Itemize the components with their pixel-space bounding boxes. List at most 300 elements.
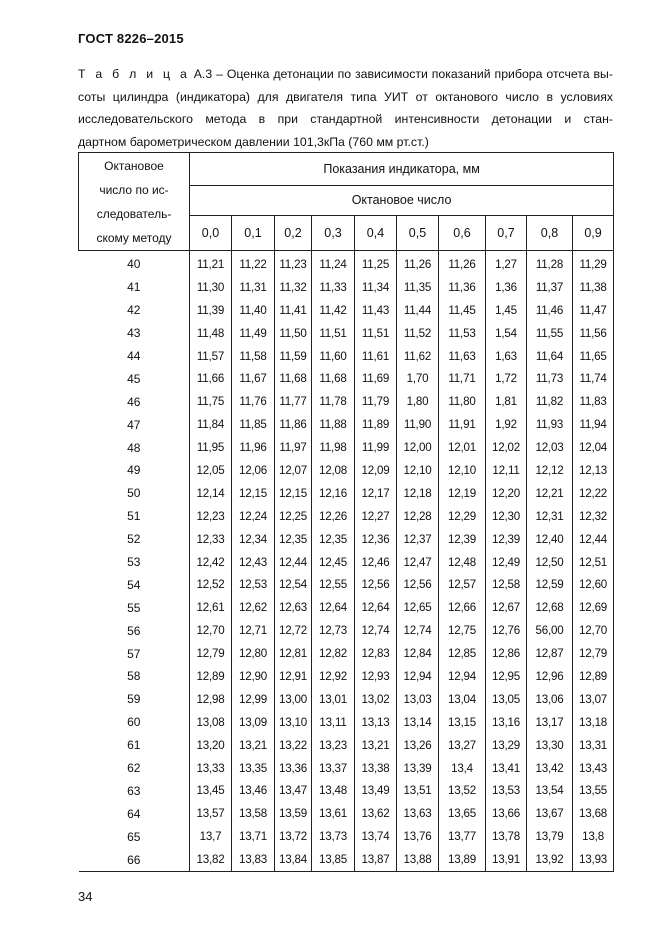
indicator-value-cell: 12,82 [312, 642, 355, 665]
indicator-value-cell: 12,11 [486, 459, 527, 482]
indicator-value-cell: 11,64 [527, 345, 573, 368]
table-row [79, 276, 614, 299]
indicator-value-cell: 11,99 [355, 436, 397, 459]
indicator-value-cell: 12,26 [312, 505, 355, 528]
indicator-value-cell: 12,44 [573, 528, 614, 551]
indicator-value-cell: 12,30 [486, 505, 527, 528]
indicator-value-cell: 11,82 [527, 390, 573, 413]
indicator-value-cell: 12,34 [232, 528, 275, 551]
indicator-value-cell: 12,53 [232, 573, 275, 596]
indicator-value-cell: 11,22 [232, 251, 275, 276]
indicator-value-cell: 12,67 [486, 596, 527, 619]
indicator-value-cell: 12,49 [486, 551, 527, 574]
indicator-value-cell: 13,07 [573, 688, 614, 711]
indicator-value-cell: 13,88 [397, 848, 439, 871]
octane-number-cell: 59 [79, 688, 190, 711]
indicator-value-cell: 56,00 [527, 619, 573, 642]
indicator-value-cell: 11,76 [232, 390, 275, 413]
table-row [79, 825, 614, 848]
indicator-value-cell: 12,33 [190, 528, 232, 551]
indicator-value-cell: 13,37 [312, 757, 355, 780]
indicator-value-cell: 13,18 [573, 711, 614, 734]
indicator-value-cell: 12,10 [439, 459, 486, 482]
indicator-value-cell: 13,66 [486, 802, 527, 825]
octane-number-cell: 58 [79, 665, 190, 688]
indicator-value-cell: 13,41 [486, 757, 527, 780]
indicator-value-cell: 13,7 [190, 825, 232, 848]
table-row [79, 436, 614, 459]
indicator-value-cell: 12,40 [527, 528, 573, 551]
indicator-value-cell: 11,74 [573, 367, 614, 390]
table-label: Т а б л и ц а [78, 67, 190, 81]
table-row [79, 665, 614, 688]
indicator-value-cell: 13,89 [439, 848, 486, 871]
octane-number-cell: 62 [79, 757, 190, 780]
indicator-value-cell: 11,71 [439, 367, 486, 390]
indicator-value-cell: 11,38 [573, 276, 614, 299]
octane-number-cell: 40 [79, 251, 190, 276]
octane-number-cell: 60 [79, 711, 190, 734]
octane-number-cell: 56 [79, 619, 190, 642]
indicator-value-cell: 11,97 [275, 436, 312, 459]
octane-number-subheader: Октановое число [190, 185, 614, 215]
indicator-value-cell: 13,15 [439, 711, 486, 734]
indicator-value-cell: 13,31 [573, 734, 614, 757]
indicator-value-cell: 13,01 [312, 688, 355, 711]
caption-line: соты цилиндра (индикатора) для двигателя типа УИТ от октанового число в условиях [78, 89, 613, 104]
indicator-value-cell: 13,63 [397, 802, 439, 825]
indicator-value-cell: 13,30 [527, 734, 573, 757]
indicator-value-cell: 12,47 [397, 551, 439, 574]
indicator-value-cell: 12,50 [527, 551, 573, 574]
indicator-value-cell: 12,22 [573, 482, 614, 505]
table-row [79, 505, 614, 528]
decimal-column-header: 0,1 [232, 215, 275, 250]
caption-line: исследовательского метода в при стандартной интенсивности детонации и стан- [78, 112, 613, 126]
indicator-readings-header: Показания индикатора, мм [190, 153, 614, 186]
indicator-value-cell: 12,99 [232, 688, 275, 711]
indicator-value-cell: 12,39 [439, 528, 486, 551]
indicator-value-cell: 13,09 [232, 711, 275, 734]
indicator-value-cell: 11,78 [312, 390, 355, 413]
indicator-value-cell: 11,30 [190, 276, 232, 299]
indicator-value-cell: 12,74 [355, 619, 397, 642]
indicator-value-cell: 11,35 [397, 276, 439, 299]
indicator-value-cell: 12,89 [190, 665, 232, 688]
indicator-value-cell: 12,94 [397, 665, 439, 688]
indicator-value-cell: 12,18 [397, 482, 439, 505]
indicator-value-cell: 13,05 [486, 688, 527, 711]
octane-number-cell: 66 [79, 848, 190, 871]
table-row [79, 367, 614, 390]
indicator-value-cell: 13,21 [232, 734, 275, 757]
indicator-value-cell: 13,4 [439, 757, 486, 780]
indicator-value-cell: 13,48 [312, 779, 355, 802]
indicator-value-cell: 12,86 [486, 642, 527, 665]
indicator-value-cell: 13,85 [312, 848, 355, 871]
octane-number-cell: 44 [79, 345, 190, 368]
indicator-value-cell: 11,61 [355, 345, 397, 368]
indicator-value-cell: 12,83 [355, 642, 397, 665]
indicator-value-cell: 11,58 [232, 345, 275, 368]
indicator-value-cell: 12,21 [527, 482, 573, 505]
indicator-value-cell: 11,24 [312, 251, 355, 276]
indicator-value-cell: 12,14 [190, 482, 232, 505]
indicator-value-cell: 12,81 [275, 642, 312, 665]
indicator-value-cell: 11,37 [527, 276, 573, 299]
indicator-value-cell: 12,84 [397, 642, 439, 665]
indicator-value-cell: 11,98 [312, 436, 355, 459]
header-line: следователь- [96, 207, 172, 221]
indicator-value-cell: 13,72 [275, 825, 312, 848]
indicator-value-cell: 11,65 [573, 345, 614, 368]
indicator-value-cell: 12,74 [397, 619, 439, 642]
indicator-value-cell: 12,98 [190, 688, 232, 711]
indicator-value-cell: 13,36 [275, 757, 312, 780]
table-row [79, 322, 614, 345]
indicator-value-cell: 11,53 [439, 322, 486, 345]
indicator-value-cell: 1,36 [486, 276, 527, 299]
indicator-value-cell: 13,26 [397, 734, 439, 757]
header-line: число по ис- [99, 183, 169, 197]
indicator-value-cell: 13,92 [527, 848, 573, 871]
indicator-value-cell: 11,63 [439, 345, 486, 368]
indicator-value-cell: 11,96 [232, 436, 275, 459]
indicator-value-cell: 1,54 [486, 322, 527, 345]
indicator-value-cell: 11,83 [573, 390, 614, 413]
indicator-value-cell: 13,68 [573, 802, 614, 825]
indicator-value-cell: 11,88 [312, 413, 355, 436]
indicator-value-cell: 12,54 [275, 573, 312, 596]
indicator-value-cell: 12,70 [573, 619, 614, 642]
indicator-value-cell: 12,56 [355, 573, 397, 596]
indicator-value-cell: 12,45 [312, 551, 355, 574]
indicator-value-cell: 12,57 [439, 573, 486, 596]
indicator-value-cell: 12,31 [527, 505, 573, 528]
octane-number-cell: 43 [79, 322, 190, 345]
indicator-value-cell: 11,51 [312, 322, 355, 345]
octane-number-cell: 46 [79, 390, 190, 413]
indicator-value-cell: 12,28 [397, 505, 439, 528]
indicator-value-cell: 13,93 [573, 848, 614, 871]
indicator-value-cell: 12,32 [573, 505, 614, 528]
indicator-value-cell: 12,35 [312, 528, 355, 551]
indicator-value-cell: 12,95 [486, 665, 527, 688]
caption-line: дартном барометрическом давлении 101,3кПа (760 мм рт.ст.) [78, 134, 429, 149]
indicator-value-cell: 11,68 [312, 367, 355, 390]
table-row [79, 299, 614, 322]
decimal-column-header: 0,9 [573, 215, 614, 250]
indicator-value-cell: 12,70 [190, 619, 232, 642]
indicator-value-cell: 13,52 [439, 779, 486, 802]
indicator-value-cell: 12,96 [527, 665, 573, 688]
octane-number-cell: 52 [79, 528, 190, 551]
indicator-value-cell: 13,03 [397, 688, 439, 711]
indicator-value-cell: 1,45 [486, 299, 527, 322]
indicator-value-cell: 12,60 [573, 573, 614, 596]
octane-column-header [79, 153, 190, 251]
octane-number-cell: 51 [79, 505, 190, 528]
octane-number-cell: 50 [79, 482, 190, 505]
indicator-value-cell: 11,95 [190, 436, 232, 459]
indicator-value-cell: 11,80 [439, 390, 486, 413]
indicator-value-cell: 1,70 [397, 367, 439, 390]
decimal-column-header: 0,8 [527, 215, 573, 250]
indicator-value-cell: 13,76 [397, 825, 439, 848]
indicator-value-cell: 12,65 [397, 596, 439, 619]
indicator-value-cell: 13,27 [439, 734, 486, 757]
indicator-value-cell: 11,46 [527, 299, 573, 322]
indicator-value-cell: 11,29 [573, 251, 614, 276]
header-line: скому методу [96, 231, 172, 245]
indicator-value-cell: 13,73 [312, 825, 355, 848]
indicator-value-cell: 11,26 [439, 251, 486, 276]
indicator-value-cell: 12,35 [275, 528, 312, 551]
table-row [79, 459, 614, 482]
indicator-value-cell: 11,49 [232, 322, 275, 345]
indicator-value-cell: 13,84 [275, 848, 312, 871]
indicator-value-cell: 13,78 [486, 825, 527, 848]
indicator-value-cell: 13,47 [275, 779, 312, 802]
octane-number-cell: 55 [79, 596, 190, 619]
indicator-value-cell: 12,24 [232, 505, 275, 528]
indicator-value-cell: 11,39 [190, 299, 232, 322]
table-row [79, 413, 614, 436]
indicator-value-cell: 12,75 [439, 619, 486, 642]
table-row [79, 711, 614, 734]
indicator-value-cell: 1,80 [397, 390, 439, 413]
detonation-table [78, 152, 614, 872]
indicator-value-cell: 12,73 [312, 619, 355, 642]
octane-number-cell: 47 [79, 413, 190, 436]
indicator-value-cell: 12,39 [486, 528, 527, 551]
indicator-value-cell: 12,58 [486, 573, 527, 596]
indicator-value-cell: 11,68 [275, 367, 312, 390]
octane-number-cell: 61 [79, 734, 190, 757]
indicator-value-cell: 12,64 [355, 596, 397, 619]
indicator-value-cell: 11,91 [439, 413, 486, 436]
decimal-column-header: 0,2 [275, 215, 312, 250]
indicator-value-cell: 12,87 [527, 642, 573, 665]
table-caption [78, 63, 613, 153]
indicator-value-cell: 13,22 [275, 734, 312, 757]
indicator-value-cell: 12,85 [439, 642, 486, 665]
indicator-value-cell: 11,85 [232, 413, 275, 436]
indicator-value-cell: 12,19 [439, 482, 486, 505]
indicator-value-cell: 13,33 [190, 757, 232, 780]
indicator-value-cell: 13,61 [312, 802, 355, 825]
indicator-value-cell: 11,69 [355, 367, 397, 390]
indicator-value-cell: 12,01 [439, 436, 486, 459]
indicator-value-cell: 12,72 [275, 619, 312, 642]
indicator-value-cell: 11,43 [355, 299, 397, 322]
indicator-value-cell: 11,75 [190, 390, 232, 413]
indicator-value-cell: 12,63 [275, 596, 312, 619]
indicator-value-cell: 13,54 [527, 779, 573, 802]
indicator-value-cell: 13,87 [355, 848, 397, 871]
indicator-value-cell: 11,47 [573, 299, 614, 322]
indicator-value-cell: 12,48 [439, 551, 486, 574]
indicator-value-cell: 11,86 [275, 413, 312, 436]
indicator-value-cell: 12,36 [355, 528, 397, 551]
indicator-value-cell: 11,51 [355, 322, 397, 345]
indicator-value-cell: 12,44 [275, 551, 312, 574]
table-row [79, 528, 614, 551]
indicator-value-cell: 12,62 [232, 596, 275, 619]
indicator-value-cell: 13,55 [573, 779, 614, 802]
indicator-value-cell: 12,12 [527, 459, 573, 482]
indicator-value-cell: 11,79 [355, 390, 397, 413]
indicator-value-cell: 11,57 [190, 345, 232, 368]
indicator-value-cell: 11,34 [355, 276, 397, 299]
indicator-value-cell: 12,07 [275, 459, 312, 482]
indicator-value-cell: 12,61 [190, 596, 232, 619]
indicator-value-cell: 13,67 [527, 802, 573, 825]
indicator-value-cell: 12,90 [232, 665, 275, 688]
indicator-value-cell: 13,17 [527, 711, 573, 734]
indicator-value-cell: 13,38 [355, 757, 397, 780]
indicator-value-cell: 13,00 [275, 688, 312, 711]
indicator-value-cell: 12,23 [190, 505, 232, 528]
indicator-value-cell: 11,55 [527, 322, 573, 345]
indicator-value-cell: 12,93 [355, 665, 397, 688]
indicator-value-cell: 13,43 [573, 757, 614, 780]
indicator-value-cell: 12,64 [312, 596, 355, 619]
table-row [79, 779, 614, 802]
indicator-value-cell: 11,94 [573, 413, 614, 436]
indicator-value-cell: 12,80 [232, 642, 275, 665]
caption-text: А.3 – Оценка детонации по зависимости показаний прибора отсчета вы- [193, 67, 613, 81]
indicator-value-cell: 13,08 [190, 711, 232, 734]
indicator-value-cell: 1,72 [486, 367, 527, 390]
indicator-value-cell: 1,63 [486, 345, 527, 368]
table-row [79, 642, 614, 665]
indicator-value-cell: 12,51 [573, 551, 614, 574]
table-row [79, 757, 614, 780]
indicator-value-cell: 11,77 [275, 390, 312, 413]
indicator-value-cell: 13,71 [232, 825, 275, 848]
indicator-value-cell: 12,71 [232, 619, 275, 642]
indicator-value-cell: 11,59 [275, 345, 312, 368]
indicator-value-cell: 12,04 [573, 436, 614, 459]
indicator-value-cell: 11,90 [397, 413, 439, 436]
indicator-value-cell: 11,52 [397, 322, 439, 345]
indicator-value-cell: 13,35 [232, 757, 275, 780]
indicator-value-cell: 13,14 [397, 711, 439, 734]
indicator-value-cell: 13,21 [355, 734, 397, 757]
indicator-value-cell: 11,23 [275, 251, 312, 276]
indicator-value-cell: 11,41 [275, 299, 312, 322]
indicator-value-cell: 13,62 [355, 802, 397, 825]
indicator-value-cell: 12,79 [573, 642, 614, 665]
indicator-value-cell: 13,74 [355, 825, 397, 848]
indicator-value-cell: 12,37 [397, 528, 439, 551]
indicator-value-cell: 11,66 [190, 367, 232, 390]
indicator-value-cell: 12,13 [573, 459, 614, 482]
decimal-column-header: 0,6 [439, 215, 486, 250]
indicator-value-cell: 12,55 [312, 573, 355, 596]
indicator-value-cell: 11,50 [275, 322, 312, 345]
octane-number-cell: 49 [79, 459, 190, 482]
table-row [79, 848, 614, 871]
indicator-value-cell: 12,08 [312, 459, 355, 482]
octane-number-cell: 42 [79, 299, 190, 322]
indicator-value-cell: 12,52 [190, 573, 232, 596]
decimal-column-header: 0,3 [312, 215, 355, 250]
indicator-value-cell: 12,59 [527, 573, 573, 596]
indicator-value-cell: 13,23 [312, 734, 355, 757]
octane-number-cell: 63 [79, 779, 190, 802]
indicator-value-cell: 13,45 [190, 779, 232, 802]
indicator-value-cell: 12,02 [486, 436, 527, 459]
indicator-value-cell: 13,53 [486, 779, 527, 802]
indicator-value-cell: 13,29 [486, 734, 527, 757]
octane-number-cell: 57 [79, 642, 190, 665]
indicator-value-cell: 13,13 [355, 711, 397, 734]
table-row [79, 619, 614, 642]
indicator-value-cell: 12,66 [439, 596, 486, 619]
indicator-value-cell: 12,15 [275, 482, 312, 505]
indicator-value-cell: 12,06 [232, 459, 275, 482]
decimal-column-header: 0,5 [397, 215, 439, 250]
indicator-value-cell: 12,69 [573, 596, 614, 619]
indicator-value-cell: 13,20 [190, 734, 232, 757]
indicator-value-cell: 12,00 [397, 436, 439, 459]
decimal-column-header: 0,0 [190, 215, 232, 250]
table-row [79, 734, 614, 757]
indicator-value-cell: 11,44 [397, 299, 439, 322]
indicator-value-cell: 11,93 [527, 413, 573, 436]
indicator-value-cell: 1,27 [486, 251, 527, 276]
table-row [79, 573, 614, 596]
indicator-value-cell: 12,46 [355, 551, 397, 574]
indicator-value-cell: 12,25 [275, 505, 312, 528]
caption-line [78, 63, 613, 86]
indicator-value-cell: 12,79 [190, 642, 232, 665]
document-code: ГОСТ 8226–2015 [78, 31, 184, 46]
indicator-value-cell: 12,94 [439, 665, 486, 688]
table-row [79, 688, 614, 711]
decimal-column-header: 0,7 [486, 215, 527, 250]
indicator-value-cell: 13,8 [573, 825, 614, 848]
table-row [79, 251, 614, 276]
indicator-value-cell: 13,83 [232, 848, 275, 871]
octane-number-cell: 65 [79, 825, 190, 848]
indicator-value-cell: 13,06 [527, 688, 573, 711]
indicator-value-cell: 12,42 [190, 551, 232, 574]
indicator-value-cell: 11,48 [190, 322, 232, 345]
indicator-value-cell: 12,17 [355, 482, 397, 505]
indicator-value-cell: 1,92 [486, 413, 527, 436]
indicator-value-cell: 12,09 [355, 459, 397, 482]
octane-number-cell: 64 [79, 802, 190, 825]
indicator-value-cell: 11,42 [312, 299, 355, 322]
indicator-value-cell: 11,45 [439, 299, 486, 322]
octane-number-cell: 54 [79, 573, 190, 596]
indicator-value-cell: 12,92 [312, 665, 355, 688]
indicator-value-cell: 13,58 [232, 802, 275, 825]
indicator-value-cell: 12,27 [355, 505, 397, 528]
indicator-value-cell: 13,16 [486, 711, 527, 734]
indicator-value-cell: 13,46 [232, 779, 275, 802]
table-row [79, 551, 614, 574]
indicator-value-cell: 13,79 [527, 825, 573, 848]
indicator-value-cell: 13,91 [486, 848, 527, 871]
indicator-value-cell: 11,33 [312, 276, 355, 299]
indicator-value-cell: 11,62 [397, 345, 439, 368]
indicator-value-cell: 11,89 [355, 413, 397, 436]
table-row [79, 482, 614, 505]
